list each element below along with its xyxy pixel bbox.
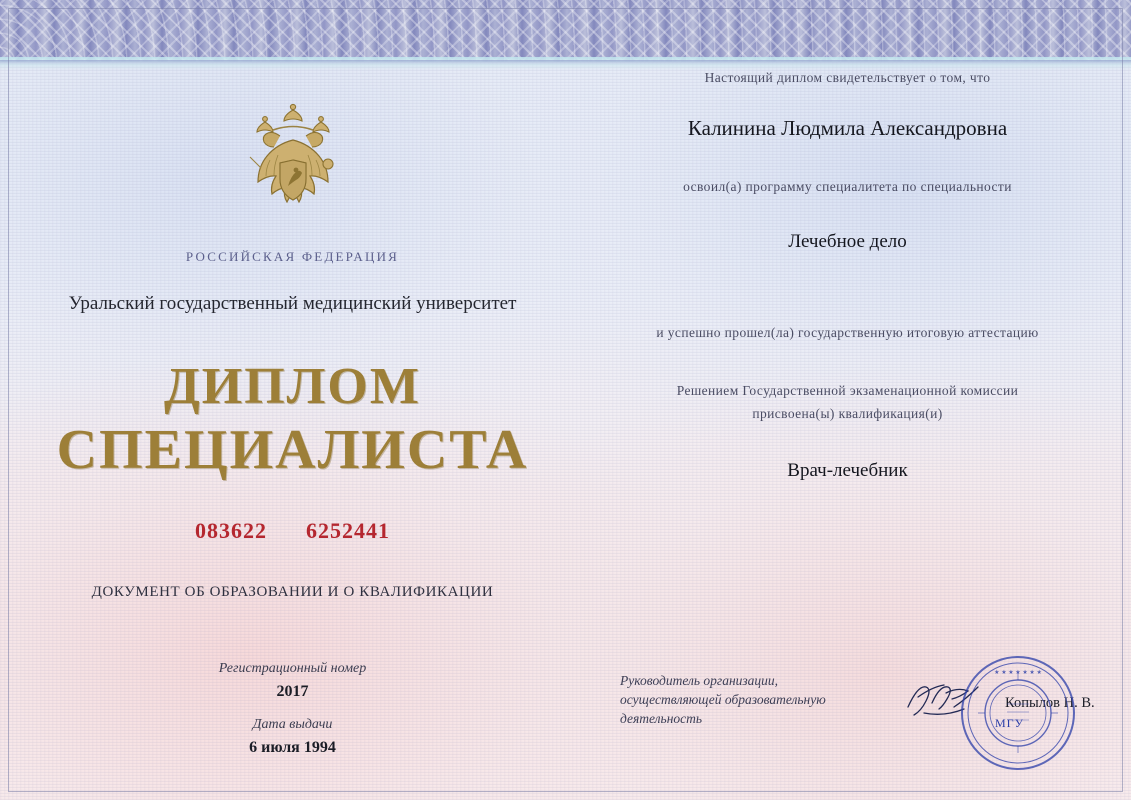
registration-number: 2017	[276, 683, 309, 700]
serial-number: 6252441	[306, 518, 390, 543]
top-band-pattern	[0, 0, 1131, 62]
decision-line-2: присвоена(ы) квалификация(и)	[752, 406, 943, 421]
qualification-name: Врач-лечебник	[787, 460, 908, 481]
registration-caption: Регистрационный номер	[218, 661, 367, 676]
holder-name: Калинина Людмила Александровна	[687, 116, 1008, 140]
registration-block	[20, 661, 565, 757]
program-caption: освоил(а) программу специалитета по специальности	[683, 179, 1012, 194]
signer-role-line-1: Руководитель организации,	[620, 673, 779, 688]
gia-line: и успешно прошел(ла) государственную итоговую аттестацию	[656, 325, 1039, 340]
russian-coat-of-arms-icon	[20, 100, 565, 245]
signer-role-line-2: осуществляющей образовательную	[620, 692, 826, 707]
country-label: РОССИЙСКАЯ ФЕДЕРАЦИЯ	[185, 249, 400, 264]
decision-line-1: Решением Государственной экзаменационной комиссии	[676, 383, 1019, 398]
signer-name: Копылов Н. В.	[1005, 695, 1095, 711]
document-kind-label: ДОКУМЕНТ ОБ ОБРАЗОВАНИИ И О КВАЛИФИКАЦИИ	[91, 584, 494, 600]
intro-text: Настоящий диплом свидетельствует о том, что	[704, 70, 991, 85]
diploma-title-line-1: ДИПЛОМ	[164, 358, 421, 415]
signer-role	[620, 671, 870, 728]
program-name: Лечебное дело	[788, 231, 907, 252]
right-panel	[580, 70, 1115, 790]
official-stamp-icon	[959, 654, 1077, 772]
serial-block	[20, 518, 565, 544]
left-panel	[20, 70, 565, 790]
signer-role-line-3: деятельность	[620, 711, 703, 726]
diploma-title-line-2: СПЕЦИАЛИСТА	[56, 419, 529, 481]
top-ornamental-band	[0, 0, 1131, 62]
issue-date-caption: Дата выдачи	[252, 717, 333, 732]
top-band-fade	[0, 60, 1131, 70]
serial-prefix: 083622	[195, 518, 267, 543]
stamp-text: МГУ	[995, 716, 1025, 730]
svg-text:★ ★ ★ ★ ★ ★ ★: ★ ★ ★ ★ ★ ★ ★	[994, 670, 1042, 676]
issue-date-value: 6 июля 1994	[249, 739, 336, 756]
university-name: Уральский государственный медицинский университет	[68, 293, 517, 314]
diploma-title	[20, 357, 565, 482]
